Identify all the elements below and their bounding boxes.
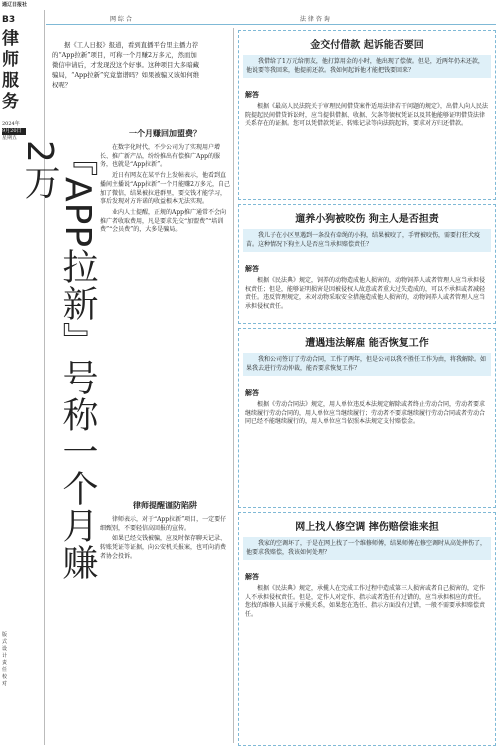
qa-1-question: 我借给了1万元给朋友，他打算用金的小时，他出现了偿债。但是，近两年仍未还款，他说要等我回来，他提前还款。我如何起诉他才能把钱要回来？ [243,55,491,78]
qa-1 [238,30,496,200]
article-2-para: 律师表示，对于“App拉新”项目，一定要仔细甄别，不要轻信高回报的宣传。 [100,516,227,532]
tab-left: 网 综 合 [110,16,132,23]
qa-1-title: 金交付借款 起诉能否要回 [310,40,424,51]
article-1-para: 在数字化时代，不少公司为了实现用户增长、推广新产品，纷纷推出有偿推广App的服务，也就是“App拉新”。 [100,144,221,169]
qa-2-answer-label: 解答 [245,265,259,273]
qa-3-answer: 根据《劳动合同法》规定，用人单位违反本法规定解除或者终止劳动合同，劳动者要求继续履行劳动合同的，用人单位应当继续履行；劳动者不要求继续履行劳动合同或者劳动合同已经不能继续履行的，用人单位应当依照本法规定支付赔偿金。 [245,401,486,426]
qa-3 [238,328,496,508]
top-rule [46,24,496,25]
big-title: 『APP拉新』号称一个月赚2万 [19,140,98,582]
paper-name: 通辽日报社 [2,2,28,8]
page-number: B3 [2,15,16,25]
section-name: 律师服务 [2,29,19,112]
qa-4-title: 网上找人修空调 摔伤赔偿谁来担 [295,522,439,533]
qa-1-answer-label: 解答 [245,91,259,99]
article-2 [100,500,230,564]
date-day: 9月20日 [2,128,26,135]
qa-4-answer-label: 解答 [245,573,259,581]
date-year: 2024年 [2,121,20,127]
qa-3-question: 我和公司签订了劳动合同，工作了两年，但是公司以我不胜任工作为由，将我解除。如果我去进行劳动仲裁，能否要求恢复工作？ [243,353,491,376]
intro-text: 据《工人日报》报道，看到直播平台里主播力荐的“App拉新”项目，可称一个月赚2万多元，然而加微信申请后，才发现没这个好事。这种项目大多暗藏骗局，“App拉新”究竟靠谱吗？如果被骗又该如何维权呢？ [52,41,200,89]
qa-2-answer: 根据《民法典》规定，饲养的动物造成他人损害的，动物饲养人或者管理人应当承担侵权责任；但是，能够证明损害是因被侵权人故意或者重大过失造成的，可以不承担或者减轻责任。违反管理规定，未对动物采取安全措施造成他人损害的，动物饲养人或者管理人应当承担侵权责任。 [245,277,486,311]
qa-2-title: 遛养小狗被咬伤 狗主人是否担责 [295,214,439,225]
qa-2-question: 我儿子在小区里遇到一条没有牵绳的小狗，结果被咬了，手臂被咬伤，需要打狂犬疫苗。这种情况下狗主人是否应当承担赔偿责任？ [243,229,491,252]
sidebar-divider [44,10,45,745]
qa-4-answer: 根据《民法典》规定，承揽人在完成工作过程中造成第三人损害或者自己损害的，定作人不承担侵权责任。但是，定作人对定作、指示或者选任有过错的，应当承担相应的责任。您找的维修人员属于承揽关系，如果您在选任、指示方面没有过错，一般不需要承担赔偿责任。 [245,585,486,619]
qa-4 [238,512,496,746]
qa-4-question: 我家的空调坏了，于是在网上找了一个维修师傅，结果师傅在修空调时从高处摔伤了，他要求我赔偿，我该如何处理？ [243,537,491,560]
side-credit: 版式设计 责任校对 [2,632,8,687]
tab-right: 法 律 咨 询 [300,16,330,23]
article-2-heading: 律师提醒谨防陷阱 [133,501,197,510]
qa-1-answer: 根据《最高人民法院关于审理民间借贷案件适用法律若干问题的规定》，出借人向人民法院提起民间借贷诉讼时，应当提供借据、收据、欠条等债权凭证以及其他能够证明借贷法律关系存在的证据。您可以凭借款凭证、转账记录等向法院起诉，要求对方归还借款。 [245,103,489,128]
article-2-para: 如果已经交钱被骗，应及时保存聊天记录、转账凭证等证据，向公安机关报案，也可向消费者协会投诉。 [100,535,227,560]
article-1-heading: 一个月赚回加盟费？ [129,129,201,138]
column-divider [233,28,234,743]
masthead-sidebar [2,2,42,749]
weekday: 星期五 [2,135,18,141]
article-1 [100,128,230,237]
qa-2 [238,204,496,324]
article-1-para: 近日有网友在某平台上发帖表示，他看到直播间主播说“App拉新”一个月能赚2万多元，自己加了微信，结果被拉进群里，要交钱才能学习，事后发现对方许诺的收益根本无法实现。 [100,172,230,206]
article-1-para: 业内人士提醒，正规的App推广通常不会向推广者收取费用，凡是要求先交“加盟费”“培训费”“会员费”的，大多是骗局。 [100,208,227,234]
qa-3-title: 遭遇违法解雇 能否恢复工作 [305,338,429,349]
qa-3-answer-label: 解答 [245,389,259,397]
